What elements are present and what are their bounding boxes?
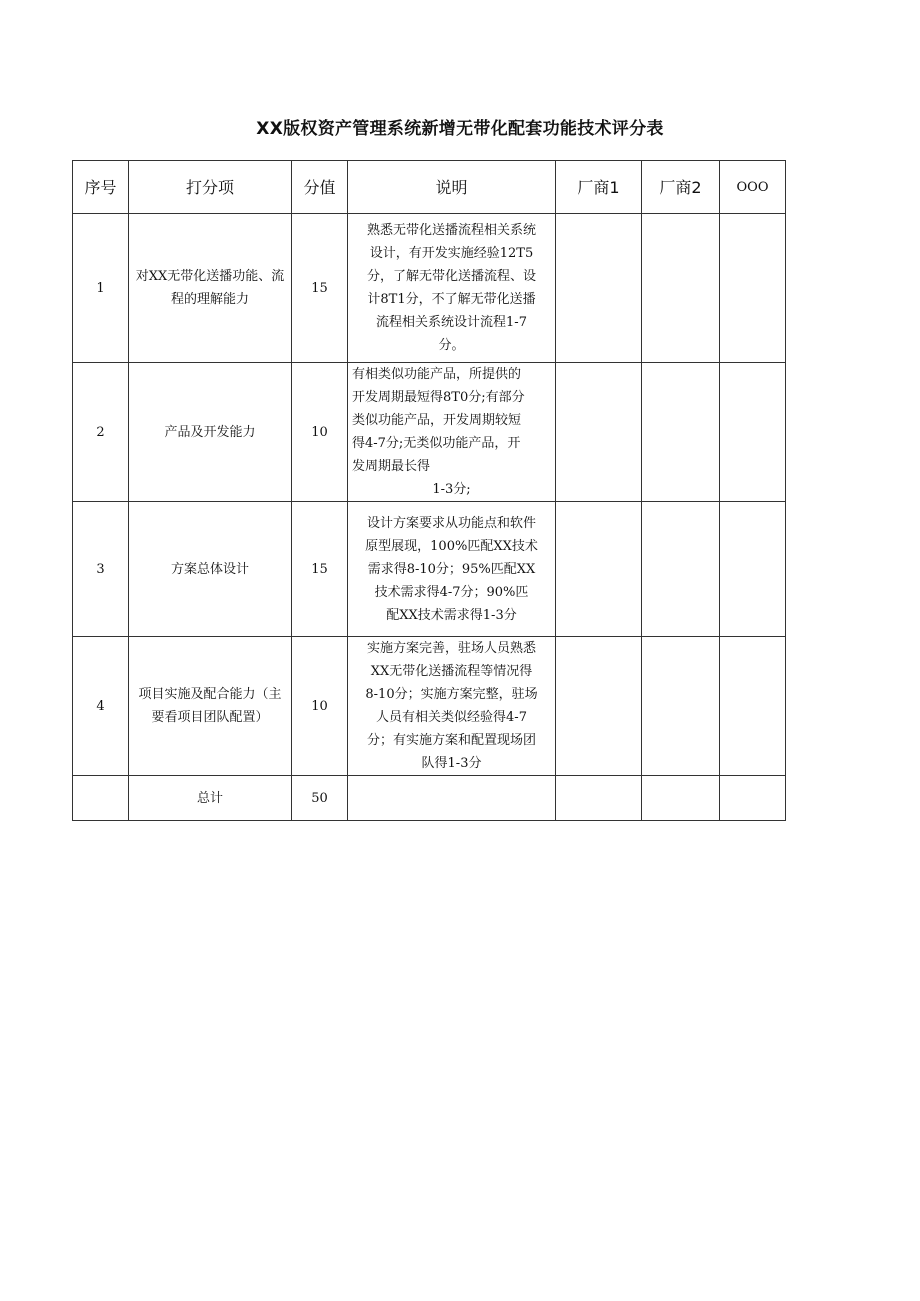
cell-vendor1 xyxy=(556,502,642,637)
cell-other xyxy=(720,214,786,363)
desc-line: 有相类似功能产品，所提供的 xyxy=(352,367,522,382)
table-row xyxy=(73,214,786,363)
total-score: 50 xyxy=(292,776,348,821)
header-row xyxy=(73,161,786,214)
cell-vendor2 xyxy=(642,363,720,502)
cell-desc xyxy=(348,776,556,821)
desc-line: 类似功能产品，开发周期较短 xyxy=(352,413,522,428)
cell-seq: 4 xyxy=(73,637,129,776)
desc-line: 流程相关系统设计流程1-7 xyxy=(376,315,527,330)
cell-seq: 3 xyxy=(73,502,129,637)
cell-desc xyxy=(348,214,556,363)
desc-line: 队得1-3分 xyxy=(421,756,482,771)
header-score: 分值 xyxy=(292,161,348,214)
header-desc: 说明 xyxy=(348,161,556,214)
cell-desc xyxy=(348,502,556,637)
header-other: OOO xyxy=(720,161,786,214)
cell-vendor1 xyxy=(556,363,642,502)
desc-line: 设计方案要求从功能点和软件 xyxy=(366,515,536,531)
cell-score: 10 xyxy=(292,637,348,776)
cell-other xyxy=(720,776,786,821)
cell-vendor2 xyxy=(642,502,720,637)
desc-line: 发周期最长得 xyxy=(352,459,431,474)
cell-desc xyxy=(348,363,556,502)
cell-other xyxy=(720,637,786,776)
cell-item: 产品及开发能力 xyxy=(129,363,292,502)
header-vendor2: 厂商2 xyxy=(642,161,720,214)
cell-desc xyxy=(348,637,556,776)
table-row xyxy=(73,637,786,776)
total-row xyxy=(73,776,786,821)
cell-score: 15 xyxy=(292,502,348,637)
desc-line: XX无带化送播流程等情况得 xyxy=(370,664,533,679)
cell-vendor1 xyxy=(556,214,642,363)
header-item: 打分项 xyxy=(129,161,292,214)
table-row xyxy=(73,363,786,502)
desc-line: 原型展现，100%匹配XX技术 xyxy=(365,538,538,554)
desc-line: 分。 xyxy=(438,338,465,353)
desc-line: 得4-7分;无类似功能产品，开 xyxy=(352,436,521,451)
cell-other xyxy=(720,363,786,502)
cell-item: 方案总体设计 xyxy=(129,502,292,637)
document-title: XX版权资产管理系统新增无带化配套功能技术评分表 xyxy=(256,119,664,139)
desc-line: 8-10分；实施方案完整，驻场 xyxy=(365,687,538,702)
desc-line: 分，了解无带化送播流程、设 xyxy=(366,269,536,284)
desc-line: 配XX技术需求得1-3分 xyxy=(386,607,517,623)
header-vendor1: 厂商1 xyxy=(556,161,642,214)
desc-line: 分；有实施方案和配置现场团 xyxy=(366,733,536,748)
cell-item: 项目实施及配合能力（主要看项目团队配置） xyxy=(129,637,292,776)
desc-line: 设计，有开发实施经验12T5 xyxy=(369,246,534,261)
table-row xyxy=(73,502,786,637)
cell-seq xyxy=(73,776,129,821)
header-seq: 序号 xyxy=(73,161,129,214)
desc-line: 需求得8-10分；95%匹配XX xyxy=(367,561,536,577)
desc-line: 技术需求得4-7分；90%匹 xyxy=(374,584,529,600)
total-label: 总计 xyxy=(129,776,292,821)
desc-line: 实施方案完善，驻场人员熟悉 xyxy=(366,641,536,656)
cell-vendor1 xyxy=(556,776,642,821)
score-table xyxy=(72,160,786,821)
desc-line: 开发周期最短得8T0分;有部分 xyxy=(352,390,525,405)
desc-line: 计8T1分，不了解无带化送播 xyxy=(367,292,536,307)
desc-line: 人员有相关类似经验得4-7 xyxy=(376,710,527,725)
cell-seq: 1 xyxy=(73,214,129,363)
cell-other xyxy=(720,502,786,637)
desc-line: 熟悉无带化送播流程相关系统 xyxy=(366,223,536,238)
cell-seq: 2 xyxy=(73,363,129,502)
cell-vendor1 xyxy=(556,637,642,776)
cell-score: 10 xyxy=(292,363,348,502)
cell-vendor2 xyxy=(642,214,720,363)
cell-score: 15 xyxy=(292,214,348,363)
desc-line: 1-3分; xyxy=(432,482,471,497)
cell-item: 对XX无带化送播功能、流程的理解能力 xyxy=(129,214,292,363)
cell-vendor2 xyxy=(642,637,720,776)
cell-vendor2 xyxy=(642,776,720,821)
